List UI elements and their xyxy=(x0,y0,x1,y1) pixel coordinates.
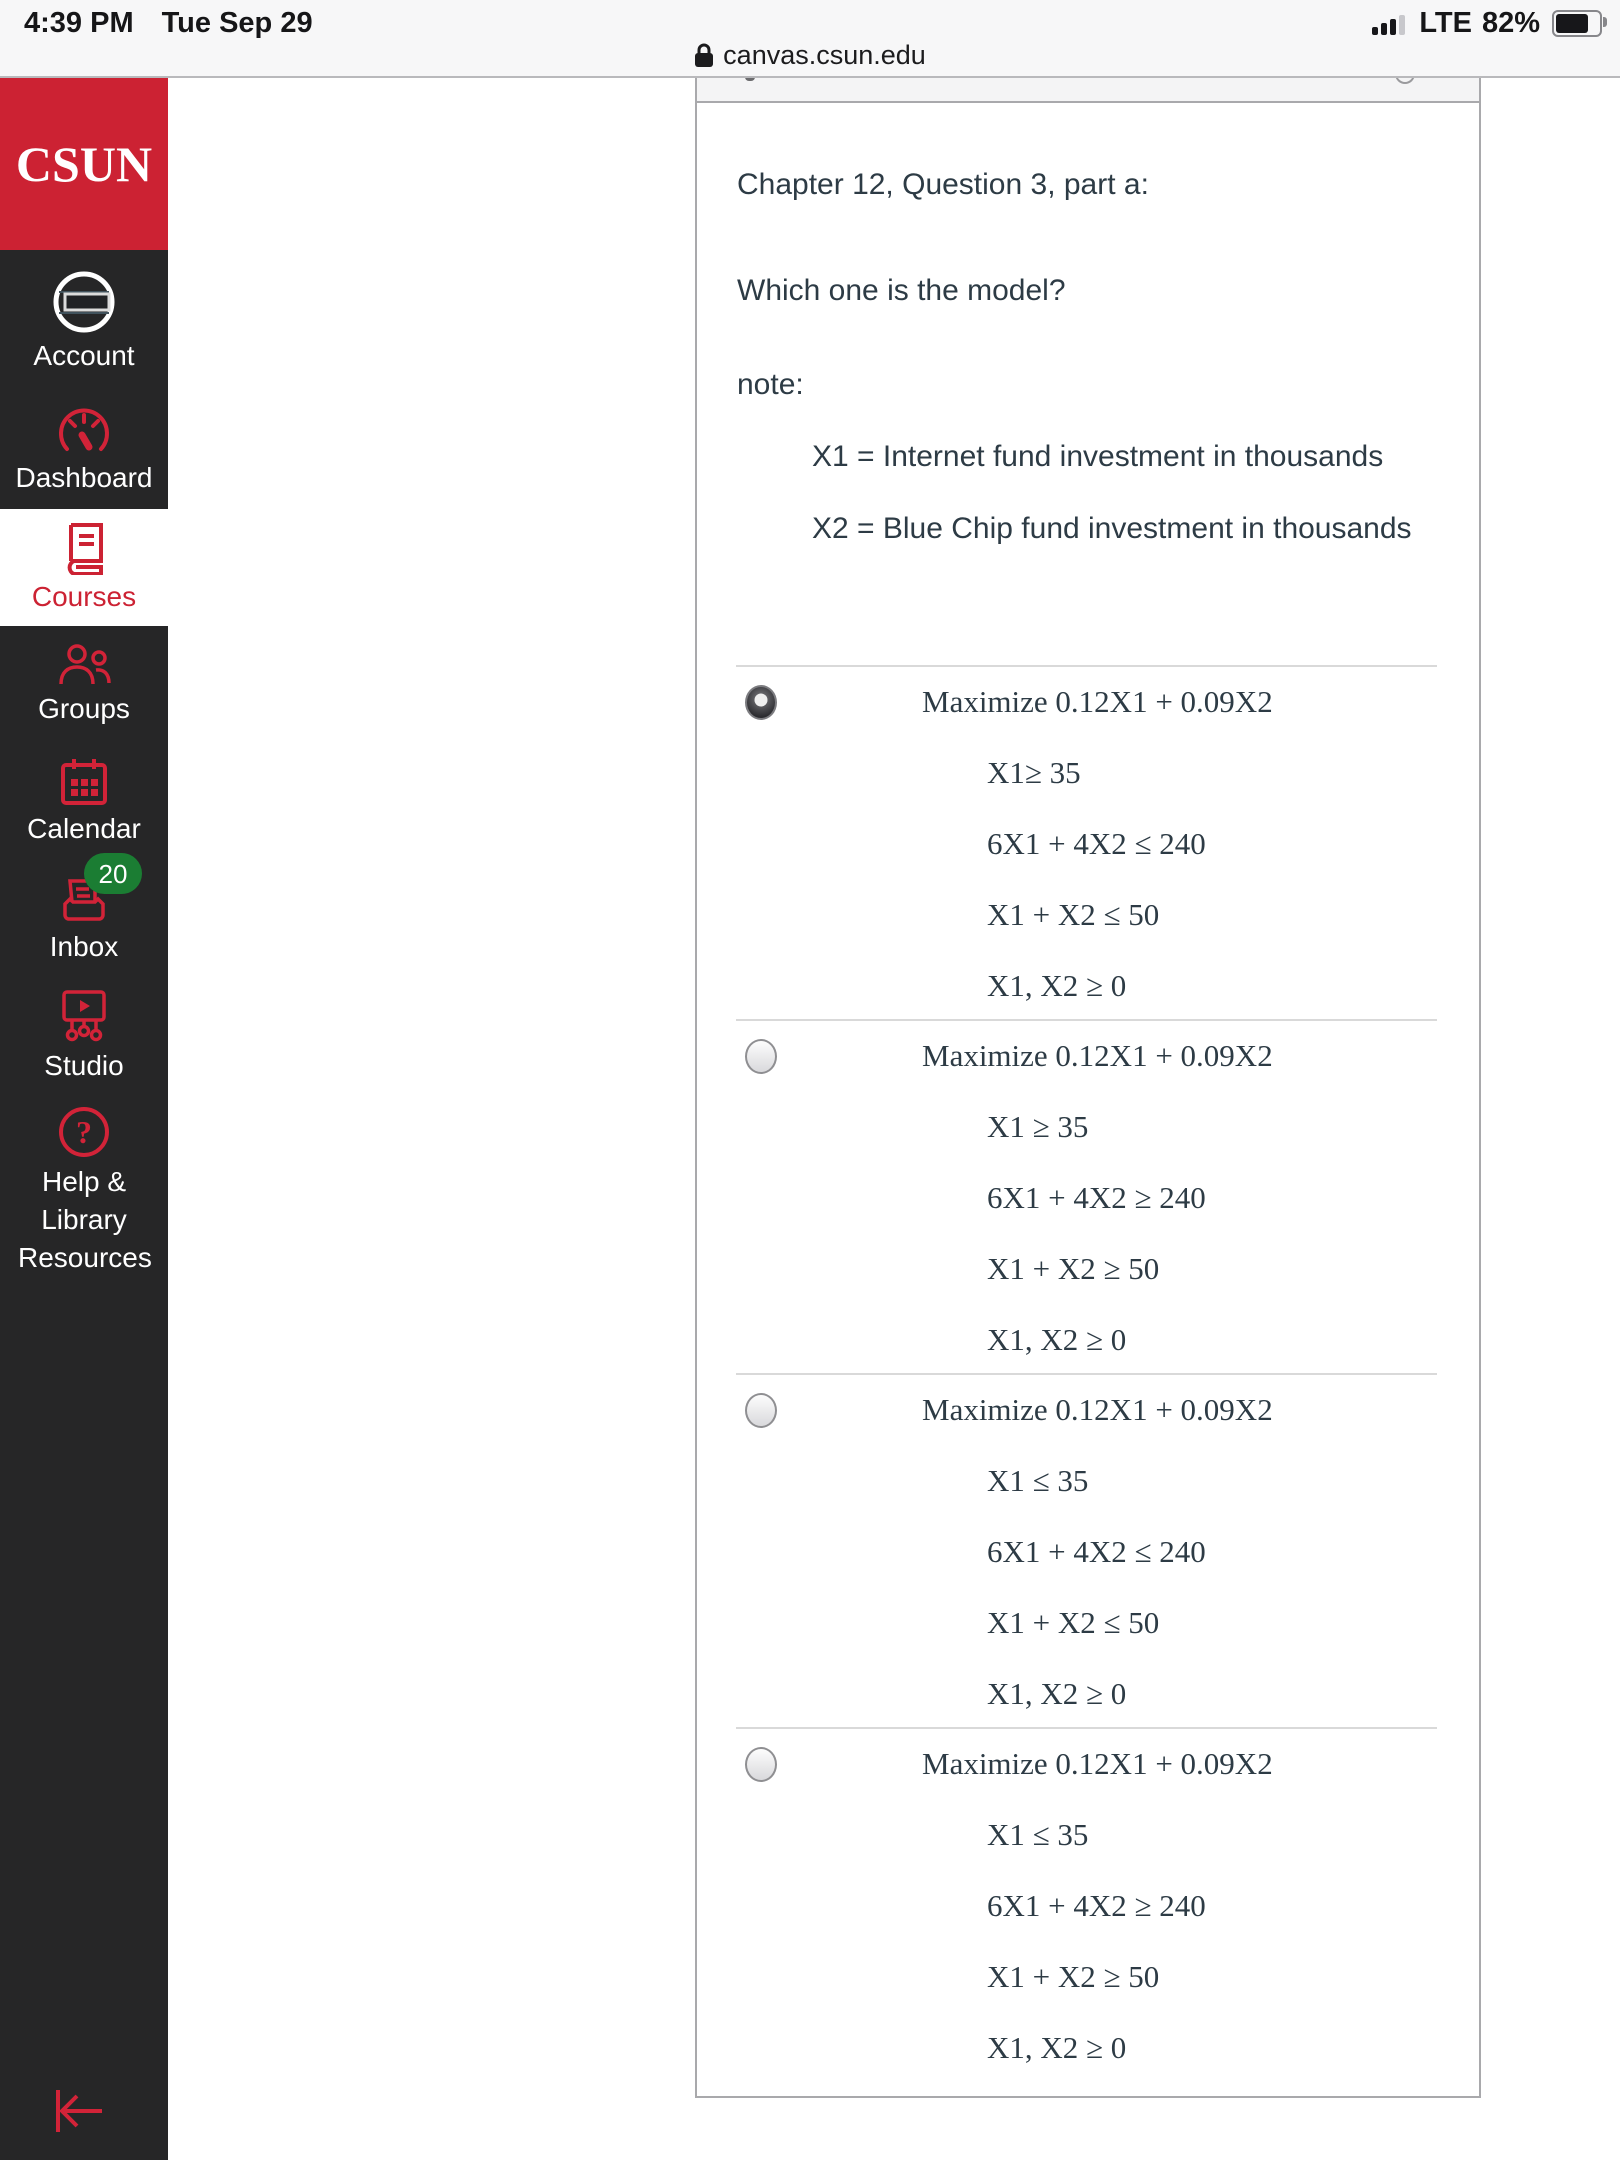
constraint-line: X1, X2 ≥ 0 xyxy=(987,1322,1127,1357)
question-prompt: Which one is the model? xyxy=(737,274,1066,307)
url-host: canvas.csun.edu xyxy=(723,39,926,70)
constraint-line: X1 + X2 ≥ 50 xyxy=(987,1959,1160,1994)
status-date: Tue Sep 29 xyxy=(161,7,313,39)
studio-icon xyxy=(57,988,111,1044)
status-right xyxy=(1372,7,1602,40)
constraint-line: X1 + X2 ≤ 50 xyxy=(987,1605,1160,1640)
account-icon xyxy=(52,270,116,334)
constraint-line: 6X1 + 4X2 ≤ 240 xyxy=(987,1534,1206,1569)
main-content xyxy=(168,78,1620,2160)
inbox-unread-badge: 20 xyxy=(84,853,142,894)
address-bar[interactable] xyxy=(0,38,1620,72)
sidebar-item-dashboard[interactable] xyxy=(0,392,168,509)
sidebar-item-groups[interactable] xyxy=(0,626,168,743)
answer-options xyxy=(736,665,1437,2081)
constraint-line: 6X1 + 4X2 ≤ 240 xyxy=(987,826,1206,861)
sidebar-item-help[interactable] xyxy=(0,1094,168,1293)
option-4-radio[interactable] xyxy=(745,1747,777,1782)
groups-icon xyxy=(55,643,113,687)
sidebar-item-label: Account xyxy=(33,339,135,371)
answer-option-1 xyxy=(736,665,1437,1019)
note-line: X2 = Blue Chip fund investment in thousands xyxy=(812,512,1412,545)
battery-icon xyxy=(1552,10,1602,37)
note-label: note: xyxy=(737,368,804,401)
help-icon xyxy=(58,1106,110,1158)
clipped-text-glyph xyxy=(745,78,755,81)
status-time: 4:39 PM xyxy=(24,7,134,39)
sidebar-item-account[interactable] xyxy=(0,250,168,392)
option-1-radio-selected[interactable] xyxy=(745,685,777,720)
constraint-line: X1 ≤ 35 xyxy=(987,1463,1089,1498)
sidebar-item-label: Help & Library Resources xyxy=(18,1166,152,1273)
sidebar-item-courses[interactable] xyxy=(0,509,168,626)
courses-icon xyxy=(59,521,109,575)
sidebar-nav xyxy=(0,250,168,1293)
quiz-question-panel xyxy=(695,78,1481,2098)
objective-line: Maximize 0.12X1 + 0.09X2 xyxy=(922,1392,1273,1427)
option-2-radio[interactable] xyxy=(745,1039,777,1074)
constraint-line: X1 ≥ 35 xyxy=(987,1109,1089,1144)
csun-logo[interactable] xyxy=(0,78,168,250)
objective-line: Maximize 0.12X1 + 0.09X2 xyxy=(922,684,1273,719)
status-network: LTE xyxy=(1419,7,1472,39)
constraint-line: X1, X2 ≥ 0 xyxy=(987,1676,1127,1711)
answer-option-3 xyxy=(736,1373,1437,1727)
sidebar-item-inbox[interactable] xyxy=(0,860,168,977)
clipped-flag-icon xyxy=(1395,78,1415,84)
sidebar-item-label: Studio xyxy=(44,1050,124,1081)
question-title: Chapter 12, Question 3, part a: xyxy=(737,168,1149,201)
answer-option-4 xyxy=(736,1727,1437,2081)
calendar-icon xyxy=(59,757,109,807)
sidebar-item-label: Dashboard xyxy=(15,462,153,493)
constraint-line: X1≥ 35 xyxy=(987,755,1081,790)
objective-line: Maximize 0.12X1 + 0.09X2 xyxy=(922,1746,1273,1781)
constraint-line: X1, X2 ≥ 0 xyxy=(987,2030,1127,2065)
sidebar-item-studio[interactable] xyxy=(0,977,168,1094)
constraint-line: X1 + X2 ≥ 50 xyxy=(987,1251,1160,1286)
status-battery-percent: 82% xyxy=(1481,7,1540,39)
svg-text:?: ? xyxy=(76,1114,92,1150)
constraint-line: X1 ≤ 35 xyxy=(987,1817,1089,1852)
csun-logo-text: CSUN xyxy=(15,136,153,192)
collapse-sidebar-button[interactable] xyxy=(50,2088,110,2134)
note-line: X1 = Internet fund investment in thousands xyxy=(812,440,1384,473)
status-left xyxy=(24,7,313,40)
sidebar-item-calendar[interactable] xyxy=(0,743,168,860)
constraint-line: 6X1 + 4X2 ≥ 240 xyxy=(987,1180,1206,1215)
lock-icon xyxy=(694,42,714,68)
sidebar-item-label: Inbox xyxy=(49,931,119,962)
constraint-line: X1, X2 ≥ 0 xyxy=(987,968,1127,1003)
cellular-signal-icon xyxy=(1372,13,1405,35)
constraint-line: 6X1 + 4X2 ≥ 240 xyxy=(987,1888,1206,1923)
safari-chrome xyxy=(0,0,1620,78)
answer-option-2 xyxy=(736,1019,1437,1373)
sidebar-item-label: Groups xyxy=(38,693,130,724)
sidebar-item-label: Courses xyxy=(31,581,137,612)
inbox-icon xyxy=(58,858,128,925)
constraint-line: X1 + X2 ≤ 50 xyxy=(987,897,1160,932)
objective-line: Maximize 0.12X1 + 0.09X2 xyxy=(922,1038,1273,1073)
sidebar-item-label: Calendar xyxy=(27,813,141,844)
sidebar xyxy=(0,78,168,2160)
option-3-radio[interactable] xyxy=(745,1393,777,1428)
clipped-question-header xyxy=(697,78,1479,103)
dashboard-icon xyxy=(57,406,111,456)
